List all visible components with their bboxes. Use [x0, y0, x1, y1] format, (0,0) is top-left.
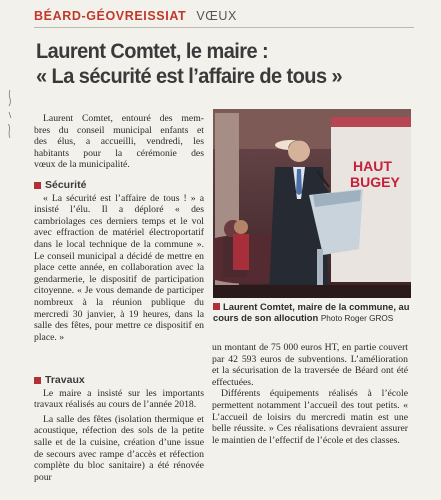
travaux-paragraph-1: Le maire a insisté sur les importants travaux réalisés au cours de l’année 2018.	[34, 387, 204, 411]
photo-credit: Photo Roger GROS	[320, 314, 394, 324]
intro-line: bres du conseil municipal enfants et	[34, 124, 204, 136]
red-square-bullet	[34, 377, 41, 384]
caption-text: Laurent Comtet, maire de la commune, au cours de son allocution	[213, 301, 410, 324]
subhead-securite-label: Sécurité	[45, 178, 87, 191]
securite-paragraph: « La sécurité est l’affaire de tous ! » a insisté l’élu. Il a déploré « des cambriolages ces derniers temps et le vol avec effraction de matériel électroportatif dans le local technique de la commune ». Le conseil municipal a décidé de mettre en place cette année, en collaboration avec la gendarmerie, le dispositif de participation citoyenne. « Je vous demande de participer nombreux à la réunion publique du mercredi 30 janvier, à 19 heures, dans la salle des fêtes, pour mettre ce dispositif en place. »	[34, 192, 204, 343]
red-square-bullet	[34, 182, 41, 189]
kicker-section: VŒUX	[196, 9, 237, 23]
banner-text-haut: HAUT	[353, 158, 392, 174]
headline	[36, 39, 399, 89]
photo-caption	[213, 301, 411, 324]
intro-paragraph	[34, 113, 204, 171]
column-left-bottom	[34, 370, 204, 483]
column2-paragraph-1: un montant de 75 000 euros HT, en partie couvert par 42 593 euros de subventions. L’amélioration et la sécurisation de la traversée de Béard ont été effectuées.	[212, 342, 408, 388]
travaux-paragraph-2: La salle des fêtes (isolation thermique et acoustique, réfection des sols de la petite salle et de la cuisine, création d’une issue de secours avec rampe d’accès et réfection complète du bloc sanitaire) a été rénovée pour	[34, 413, 204, 483]
column-right	[212, 342, 408, 446]
column2-paragraph-2: Différents équipements réalisés à l’école permettent notamment l’accueil des tout petits. « L’accueil de loisirs du mercredi matin est une belle réussite. » Ces réalisations devraient assurer le maintien de l’effectif de l’école et des classes.	[212, 388, 408, 446]
red-square-bullet	[213, 303, 220, 310]
photo-illustration	[213, 109, 411, 298]
banner-text-bugey: BUGEY	[350, 174, 400, 190]
section-kicker	[34, 9, 237, 23]
headline-line-1: Laurent Comtet, le maire :	[36, 39, 269, 63]
intro-line: des élus, a accueilli, vendredi, les	[34, 136, 204, 148]
subhead-securite	[34, 180, 204, 192]
intro-line: Laurent Comtet, entouré des mem-	[43, 113, 204, 124]
column-left	[34, 113, 204, 343]
intro-line: vœux de la municipalité.	[34, 159, 130, 171]
headline-line-2: « La sécurité est l’affaire de tous »	[36, 64, 343, 88]
top-rule	[34, 27, 414, 28]
subhead-travaux-label: Travaux	[45, 374, 85, 386]
photo-mayor-speech	[213, 109, 411, 298]
margin-pen-mark	[4, 88, 16, 148]
intro-line: habitants pour la cérémonie des	[34, 147, 204, 159]
kicker-location: BÉARD-GÉOVREISSIAT	[34, 9, 187, 23]
subhead-travaux	[34, 375, 204, 387]
